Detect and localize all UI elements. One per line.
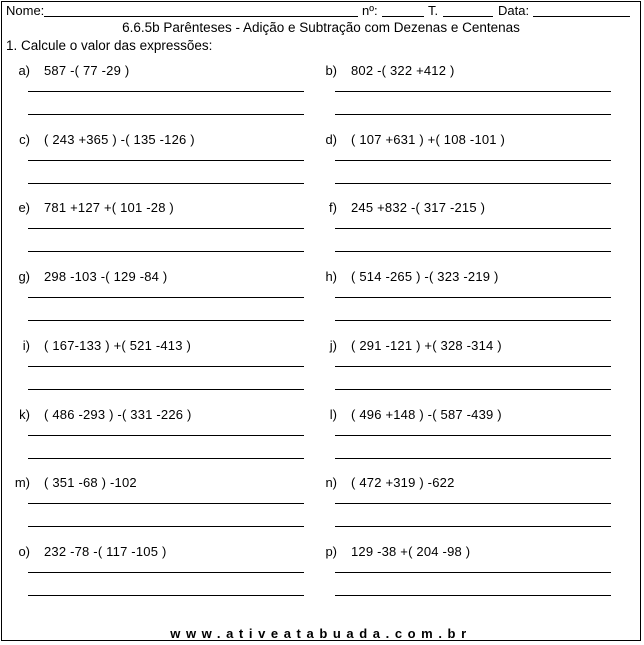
exercise-letter: p) bbox=[325, 543, 337, 559]
exercise-expression: ( 167-133 ) +( 521 -413 ) bbox=[44, 337, 191, 353]
exercise-item bbox=[8, 407, 308, 467]
exercise-expression: 781 +127 +( 101 -28 ) bbox=[44, 200, 174, 216]
answer-line-2[interactable] bbox=[335, 114, 611, 115]
exercise-letter: k) bbox=[19, 406, 30, 422]
exercise-letter: a) bbox=[18, 63, 30, 78]
header-row bbox=[6, 2, 636, 20]
exercise-item bbox=[8, 544, 308, 604]
exercise-item bbox=[315, 63, 615, 123]
name-label: Nome: bbox=[6, 3, 45, 18]
exercise-letter: d) bbox=[325, 131, 337, 147]
exercise-expression: ( 243 +365 ) -( 135 -126 ) bbox=[44, 131, 195, 147]
answer-line-1[interactable] bbox=[335, 160, 611, 161]
answer-line-2[interactable] bbox=[28, 183, 304, 184]
exercise-item bbox=[315, 269, 615, 329]
answer-line-2[interactable] bbox=[28, 389, 304, 390]
footer-url: www.ativeatabuada.com.br bbox=[170, 626, 472, 641]
answer-line-2[interactable] bbox=[335, 320, 611, 321]
answer-line-1[interactable] bbox=[335, 91, 611, 92]
exercise-item bbox=[8, 200, 308, 260]
answer-line-2[interactable] bbox=[335, 595, 611, 596]
exercise-item bbox=[315, 475, 615, 535]
answer-line-1[interactable] bbox=[28, 503, 304, 504]
exercise-expression: ( 351 -68 ) -102 bbox=[44, 475, 137, 491]
exercise-letter: h) bbox=[325, 269, 337, 285]
exercise-expression: 587 -( 77 -29 ) bbox=[44, 63, 130, 78]
class-field-line[interactable] bbox=[443, 16, 493, 17]
exercise-item bbox=[8, 269, 308, 329]
exercise-expression: 232 -78 -( 117 -105 ) bbox=[44, 543, 167, 559]
answer-line-2[interactable] bbox=[335, 458, 611, 459]
answer-line-1[interactable] bbox=[28, 228, 304, 229]
answer-line-1[interactable] bbox=[28, 91, 304, 92]
exercise-item bbox=[315, 200, 615, 260]
exercise-letter: g) bbox=[18, 269, 30, 285]
exercise-letter: n) bbox=[325, 475, 337, 491]
exercise-expression: ( 107 +631 ) +( 108 -101 ) bbox=[351, 131, 506, 147]
number-label: nº: bbox=[362, 3, 378, 18]
answer-line-1[interactable] bbox=[28, 435, 304, 436]
answer-line-1[interactable] bbox=[335, 228, 611, 229]
exercise-expression: ( 486 -293 ) -( 331 -226 ) bbox=[44, 406, 192, 422]
exercise-expression: 245 +832 -( 317 -215 ) bbox=[351, 200, 486, 216]
answer-line-2[interactable] bbox=[28, 320, 304, 321]
answer-line-1[interactable] bbox=[335, 503, 611, 504]
exercise-expression: 802 -( 322 +412 ) bbox=[351, 63, 455, 78]
exercise-letter: j) bbox=[329, 337, 337, 353]
exercise-expression: 129 -38 +( 204 -98 ) bbox=[351, 543, 471, 559]
exercise-letter: b) bbox=[325, 63, 337, 78]
class-label: T. bbox=[428, 3, 439, 18]
answer-line-2[interactable] bbox=[28, 595, 304, 596]
answer-line-2[interactable] bbox=[28, 251, 304, 252]
exercise-letter: m) bbox=[14, 475, 30, 491]
exercise-expression: ( 291 -121 ) +( 328 -314 ) bbox=[351, 337, 502, 353]
exercise-expression: ( 472 +319 ) -622 bbox=[351, 475, 455, 491]
date-field-line[interactable] bbox=[533, 16, 630, 17]
answer-line-2[interactable] bbox=[28, 114, 304, 115]
worksheet-title: 6.6.5b Parênteses - Adição e Subtração com Dezenas e Centenas bbox=[122, 20, 520, 35]
answer-line-2[interactable] bbox=[335, 389, 611, 390]
answer-line-1[interactable] bbox=[28, 160, 304, 161]
instruction-text: 1. Calcule o valor das expressões: bbox=[6, 38, 213, 53]
answer-line-2[interactable] bbox=[335, 251, 611, 252]
exercise-letter: l) bbox=[329, 406, 337, 422]
answer-line-1[interactable] bbox=[335, 435, 611, 436]
exercise-item bbox=[315, 132, 615, 192]
exercise-letter: e) bbox=[18, 200, 30, 216]
exercise-item bbox=[8, 63, 308, 123]
answer-line-1[interactable] bbox=[335, 572, 611, 573]
exercise-letter: f) bbox=[329, 200, 337, 216]
exercise-letter: o) bbox=[18, 543, 30, 559]
answer-line-1[interactable] bbox=[28, 297, 304, 298]
exercise-item bbox=[8, 338, 308, 398]
exercise-item bbox=[8, 475, 308, 535]
exercise-expression: ( 514 -265 ) -( 323 -219 ) bbox=[351, 269, 499, 285]
exercise-expression: ( 496 +148 ) -( 587 -439 ) bbox=[351, 406, 502, 422]
date-label: Data: bbox=[498, 3, 530, 18]
answer-line-1[interactable] bbox=[335, 297, 611, 298]
worksheet-page bbox=[1, 1, 641, 641]
answer-line-1[interactable] bbox=[28, 572, 304, 573]
answer-line-2[interactable] bbox=[28, 458, 304, 459]
exercise-letter: i) bbox=[22, 337, 30, 353]
exercise-item bbox=[315, 407, 615, 467]
exercise-item bbox=[315, 544, 615, 604]
number-field-line[interactable] bbox=[382, 16, 424, 17]
answer-line-2[interactable] bbox=[335, 183, 611, 184]
answer-line-2[interactable] bbox=[28, 526, 304, 527]
name-field-line[interactable] bbox=[44, 16, 358, 17]
answer-line-2[interactable] bbox=[335, 526, 611, 527]
exercise-item bbox=[315, 338, 615, 398]
answer-line-1[interactable] bbox=[28, 366, 304, 367]
exercise-letter: c) bbox=[19, 131, 30, 147]
exercise-item bbox=[8, 132, 308, 192]
exercise-expression: 298 -103 -( 129 -84 ) bbox=[44, 269, 168, 285]
answer-line-1[interactable] bbox=[335, 366, 611, 367]
